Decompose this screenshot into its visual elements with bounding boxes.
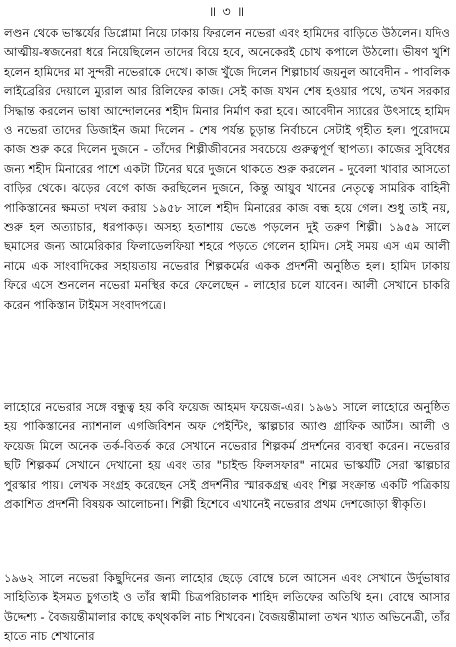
- paragraph-2: লাহোরে নভেরার সঙ্গে বন্ধুত্ব হয় কবি ফয়েজ আহমদ ফয়েজ-এর। ১৯৬১ সালে লাহোরে অনুষ্ঠিত হয় পাকিস্তানের ন্যাশনাল এগজিবিশন অফ পেইন্টিং, স্কাল্পচার অ্যাণ্ড গ্রাফিক আর্টস। আলী ও ফয়েজ মিলে অনেক তর্ক-বিতর্ক করে সেখানে নভেরার শিল্পকর্ম প্রদর্শনের ব্যবস্থা করেন। নভেরার ছটি শিল্পকর্ম সেখানে দেখানো হয় এবং তার "চাইল্ড ফিলসফার" নামের ভাস্কর্যটি সেরা স্কাল্পচার পুরস্কার পায়। লেখক সংগ্রহ করেছেন সেই প্রদর্শনীর স্মারকগ্রন্থ এবং শিল্প সংক্রান্ত একটি পত্রিকায় প্রকাশিত প্রদর্শনী বিষয়ক আলোচনা। শিল্পী হিশেবে এখানেই নভেরার প্রথম দেশজোড়া স্বীকৃতি।: [4, 400, 450, 512]
- page-number: ॥ ৩ ॥: [208, 5, 246, 20]
- paragraph-3: ১৯৬২ সালে নভেরা কিছুদিনের জন্য লাহোর ছেড়ে বোম্বে চলে আসেন এবং সেখানে উর্দুভাষার সাহিত্যিক ইসমত চুগতাই ও তাঁর স্বামী চিত্রপরিচালক শাহিদ লতিফের অতিথি হন। বোম্বে আসার উদ্দেশ্য - বৈজয়ন্তীমালার কাছে কথ্থকলি নাচ শিখবেন। বৈজয়ন্তীমালা তখন খ্যাত অভিনেত্রী, তাঁর হাতে নাচ শেখানোর: [4, 571, 450, 644]
- paragraph-1: লণ্ডন থেকে ভাস্কর্যের ডিপ্লোমা নিয়ে ঢাকায় ফিরলেন নভেরা এবং হামিদের বাড়িতে উঠলেন। যদিও আত্মীয়-স্বজনেরা ধরে নিয়েছিলেন তাদের বিয়ে হবে, অনেকেরই চোখ কপালে উঠলো। ভীষণ খুশি হলেন হামিদের মা সুন্দরী নভেরাকে দেখে। কাজ খুঁজে দিলেন শিল্পাচার্য জয়নুল আবেদীন - পাবলিক লাইব্রেরির দেয়ালে ম্যুরাল আর রিলিফের কাজ। সেই কাজ যখন শেষ হওয়ার পথে, তখন সরকার সিদ্ধান্ত করলেন ভাষা আন্দোলনের শহীদ মিনার নির্মাণ করা হবে। আবেদীন স্যারের উৎসাহে হামিদ ও নভেরা তাদের ডিজাইন জমা দিলেন - শেষ পর্যন্ত চূড়ান্ত নির্বাচনে সেটাই গৃহীত হল। পুরোদমে কাজ শুরু করে দিলেন দুজনে - তাঁদের শিল্পীজীবনের সবচেয়ে গুরুত্বপূর্ণ স্থাপত্য। কাজের সুবিধের জন্য শহীদ মিনারের পাশে একটা টিনের ঘরে দুজনে থাকতে শুরু করলেন - দুবেলা খাবার আসতো বাড়ির থেকে। ঝড়ের বেগে কাজ করছিলেন দুজনে, কিন্তু আয়ুব খানের নেতৃত্বে সামরিক বাহিনী পাকিস্তানের ক্ষমতা দখল করায় ১৯৫৮ সালে শহীদ মিনারের কাজ বন্ধ হয়ে গেল। শুধু তাই নয়, শুরু হল অত্যাচার, ধরপাকড়। অসহ্য হতাশায় ভেঙে পড়লেন দুই তরুণ শিল্পী। ১৯৫৯ সালে ছমাসের জন্য আমেরিকার ফিলাডেলফিয়া শহরে পড়তে গেলেন হামিদ। সেই সময় এস এম আলী নামে এক সাংবাদিকের সহায়তায় নভেরার শিল্পকর্মের একক প্রদর্শনী অনুষ্ঠিত হল। হামিদ ঢাকায় ফিরে এসে শুনলেন নভেরা মনস্থির করে ফেলেছেন - লাহোর চলে যাবেন। আলী সেখানে চাকরি করেন পাকিস্তান টাইমস সংবাদপত্রে।: [4, 26, 450, 312]
